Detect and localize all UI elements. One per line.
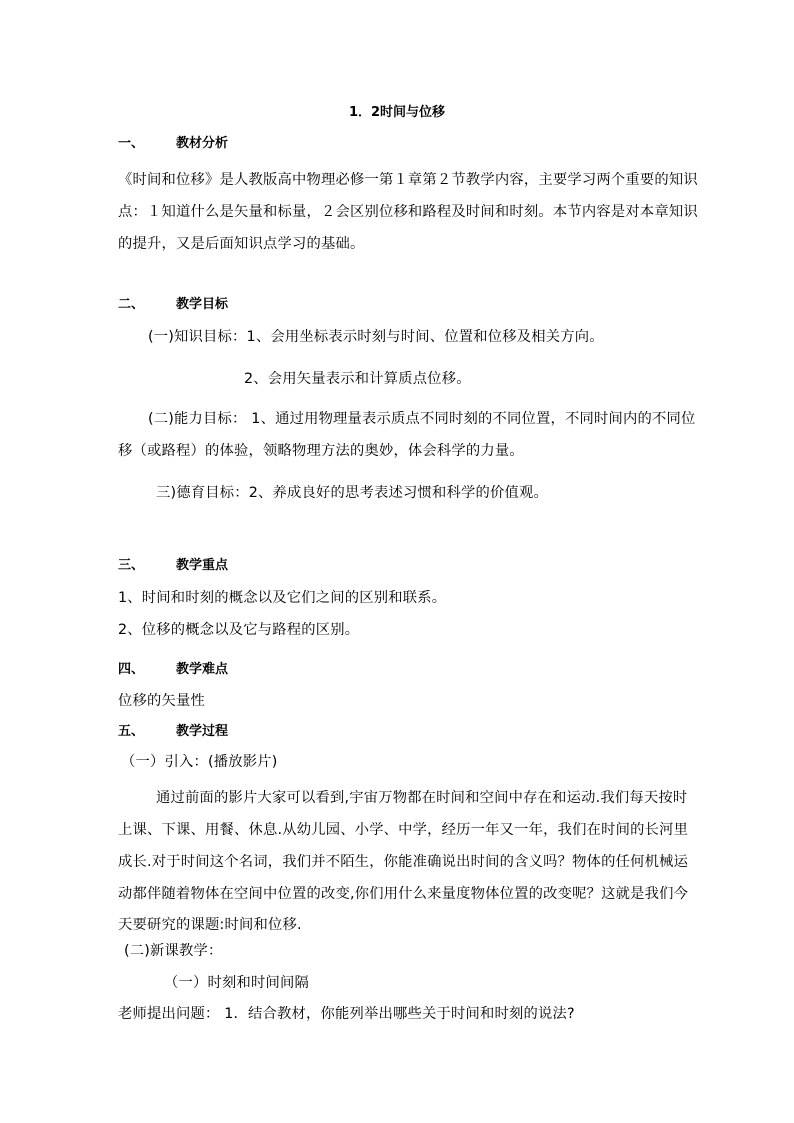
difficulty-line: 位移的矢量性	[118, 693, 205, 709]
section-heading-analysis	[118, 134, 228, 154]
process-intro: （一）引入：(播放影片)	[121, 754, 278, 770]
document-title: 1．2时间与位移	[348, 105, 446, 120]
goal-knowledge-line-1: (一)知识目标：1、会用坐标表示时刻与时间、位置和位移及相关方向。	[148, 329, 604, 345]
process-paragraph-line-5: 天要研究的课题:时间和位移.	[118, 917, 302, 933]
goal-ability-line-2: 移（或路程）的体验，领略物理方法的奥妙，体会科学的力量。	[118, 443, 524, 459]
key-point-2: 2、位移的概念以及它与路程的区别。	[118, 622, 360, 638]
section-number: 一、	[118, 136, 145, 151]
sub-heading-time: （一）时刻和时间间隔	[164, 975, 309, 991]
goal-ability-line-1: (二)能力目标： 1、通过用物理量表示质点不同时刻的不同位置，不同时间内的不同位	[148, 411, 696, 427]
section-number: 三、	[118, 558, 145, 573]
process-paragraph-line-3: 成长.对于时间这个名词，我们并不陌生，你能准确说出时间的含义吗？物体的任何机械运	[118, 854, 689, 870]
goal-moral-line: 三)德育目标：2、养成良好的思考表述习惯和科学的价值观。	[156, 485, 548, 501]
goal-knowledge-line-2: 2、会用矢量表示和计算质点位移。	[244, 371, 471, 387]
section-heading-process	[118, 722, 228, 742]
section-title: 教学难点	[176, 662, 229, 677]
analysis-line-3: 的提升，又是后面知识点学习的基础。	[118, 236, 365, 252]
section-heading-goals	[118, 295, 228, 315]
analysis-line-2: 点：１知道什么是矢量和标量，２会区别位移和路程及时间和时刻。本节内容是对本章知识	[118, 204, 698, 220]
section-title: 教材分析	[176, 136, 229, 151]
section-title: 教学过程	[176, 724, 229, 739]
section-number: 二、	[118, 297, 145, 312]
process-paragraph-line-1: 通过前面的影片大家可以看到,宇宙万物都在时间和空间中存在和运动.我们每天按时	[156, 790, 688, 806]
section-title: 教学目标	[176, 297, 229, 312]
section-number: 四、	[118, 662, 145, 677]
section-heading-key-points	[118, 556, 228, 576]
section-number: 五、	[118, 724, 145, 739]
analysis-line-1: 《时间和位移》是人教版高中物理必修一第１章第２节教学内容，主要学习两个重要的知识	[118, 172, 698, 188]
section-title: 教学重点	[176, 558, 229, 573]
process-paragraph-line-2: 上课、下课、用餐、休息.从幼儿园、小学、中学，经历一年又一年，我们在时间的长河里	[118, 822, 689, 838]
section-heading-difficulty	[118, 660, 228, 680]
new-lesson-heading: (二)新课教学：	[124, 943, 223, 959]
teacher-question: 老师提出问题： 1．结合教材，你能列举出哪些关于时间和时刻的说法?	[118, 1006, 575, 1022]
process-paragraph-line-4: 动都伴随着物体在空间中位置的改变,你们用什么来量度物体位置的改变呢？这就是我们今	[118, 886, 689, 902]
key-point-1: 1、时间和时刻的概念以及它们之间的区别和联系。	[118, 590, 447, 606]
